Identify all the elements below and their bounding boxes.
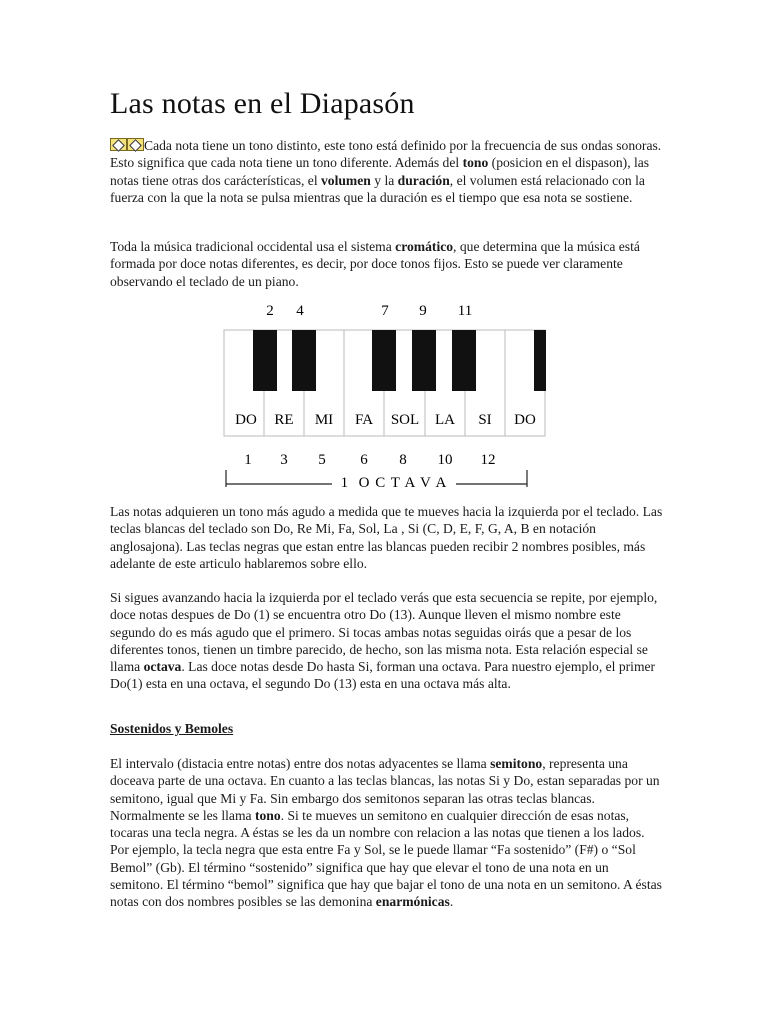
term-enarmonicas: enarmónicas [375, 894, 450, 910]
music-note-icon-2 [127, 138, 144, 151]
term-semitono: semitono [490, 756, 543, 771]
black-key [253, 330, 277, 391]
text-run: Si sigues avanzando hacia la izquierda por el teclado verás que esta secuencia se repite, por ejemplo, doce notas despues de Do (1) se encuentra otro Do (13). Aunque lleven el mismo nombre este segundo do es más agudo que el primero. Si tocas ambas notas seguidas oirás que a pesar de los diferentes tonos, tienen un timbre parecido, de hecho, son las misma nota. Esta relación especial se llama [110, 590, 658, 675]
text-run: El intervalo (distacia entre notas) entre dos notas adyacentes se llama [110, 756, 491, 771]
bottom-numbers [244, 452, 495, 468]
top-numbers [266, 303, 472, 319]
text-run: , representa una doceava parte de una octava. En cuanto a las teclas blancas, las notas Si y Do, estan separadas por un semitono, igual que Mi y Fa. Sin embargo dos semitonos separan las otras teclas blancas. Normalmente se les llama [110, 756, 660, 823]
note-label: RE [274, 412, 294, 428]
black-key-number: 2 [266, 303, 274, 319]
black-key [412, 330, 436, 391]
term-duracion: duración [397, 172, 450, 188]
term-volumen: volumen [321, 172, 371, 188]
cromatico-paragraph [110, 238, 665, 290]
black-key-number: 11 [457, 303, 473, 319]
note-label: SI [478, 412, 492, 428]
text-run: . Las doce notas desde Do hasta Si, forman una octava. Para nuestro ejemplo, el primer Do(1) esta en una octava, el segundo Do (13) esta en una octava más alta. [110, 659, 656, 692]
text-run: y la [370, 172, 398, 188]
note-label: MI [314, 412, 334, 428]
term-cromatico: cromático [395, 239, 454, 254]
black-key [292, 330, 316, 391]
note-label: DO [514, 412, 536, 428]
white-key-number: 8 [399, 452, 407, 468]
black-key [372, 330, 396, 391]
octava-paragraph [110, 589, 665, 693]
black-key-number: 4 [296, 303, 304, 319]
semitono-paragraph [110, 755, 665, 911]
text-run: . Si te mueves un semitono en cualquier dirección de esas notas, tocaras una tecla negra. A éstas se les da un nombre con relacion a las notas que tienen a los lados. Por ejemplo, la tecla negra que esta entre Fa y Sol, se le puede llamar “Fa sostenido” (F#) o “Sol Bemol” (Gb). El término “sostenido” significa que hay que elevar el tono de una nota en un semitono. El término “bemol” significa que hay que bajar el tono de una nota en un semitono. A éstas notas con dos nombres posibles se las demonina [110, 807, 662, 910]
piano-keyboard-figure [222, 298, 552, 490]
section-heading: Sostenidos y Bemoles [110, 721, 234, 736]
text-run: Toda la música tradicional occidental usa el sistema [110, 239, 396, 254]
text-run: , el volumen está relacionado con la fuerza con la que la nota se pulsa mientras que la duración es el tiempo que esa nota se sostiene. [110, 172, 645, 205]
note-label: FA [354, 412, 374, 428]
white-key-number: 1 [244, 452, 252, 468]
music-note-icon [110, 138, 127, 151]
text-run: Cada nota tiene un tono distinto, este tono está definido por la frecuencia de sus ondas sonoras. Esto significa que cada nota tiene un tono diferente. Además del [110, 138, 662, 171]
text-run: (posicion en el dispason), las notas tiene otras dos carácterísticas, el [110, 155, 650, 188]
octave-label: 1 O C T A V A [340, 475, 448, 490]
octave-bracket [226, 470, 527, 490]
white-key-number: 5 [318, 452, 326, 468]
note-label: DO [235, 412, 257, 428]
term-tono: tono [462, 155, 489, 171]
term-tono-2: tono [254, 807, 281, 823]
text-run: , que determina que la música está formada por doce notas diferentes, es decir, por doce tonos fijos. Esto se puede ver claramente observando el teclado de un piano. [110, 239, 640, 289]
black-key-partial [534, 330, 546, 391]
note-label: LA [435, 412, 455, 428]
white-key-number: 12 [480, 452, 496, 468]
black-key-number: 9 [419, 303, 427, 319]
text-run: . [449, 894, 454, 910]
white-key-number: 10 [437, 452, 453, 468]
black-key [452, 330, 476, 391]
white-key-number: 3 [280, 452, 288, 468]
teclas-paragraph: Las notas adquieren un tono más agudo a medida que te mueves hacia la izquierda por el teclado. Las teclas blancas del teclado son Do, Re Mi, Fa, Sol, La , Si (C, D, E, F, G, A, B en notación anglosajona). Las teclas negras que estan entre las blancas pueden recibir 2 nombres posibles, más adelante de este articulo hablaremos sobre ello. [110, 504, 663, 571]
term-octava: octava [143, 659, 182, 675]
black-key-number: 7 [381, 303, 389, 319]
white-key-number: 6 [360, 452, 368, 468]
note-label: SOL [390, 412, 420, 428]
page-title: Las notas en el Diapasón [110, 87, 415, 120]
intro-paragraph [110, 137, 665, 206]
